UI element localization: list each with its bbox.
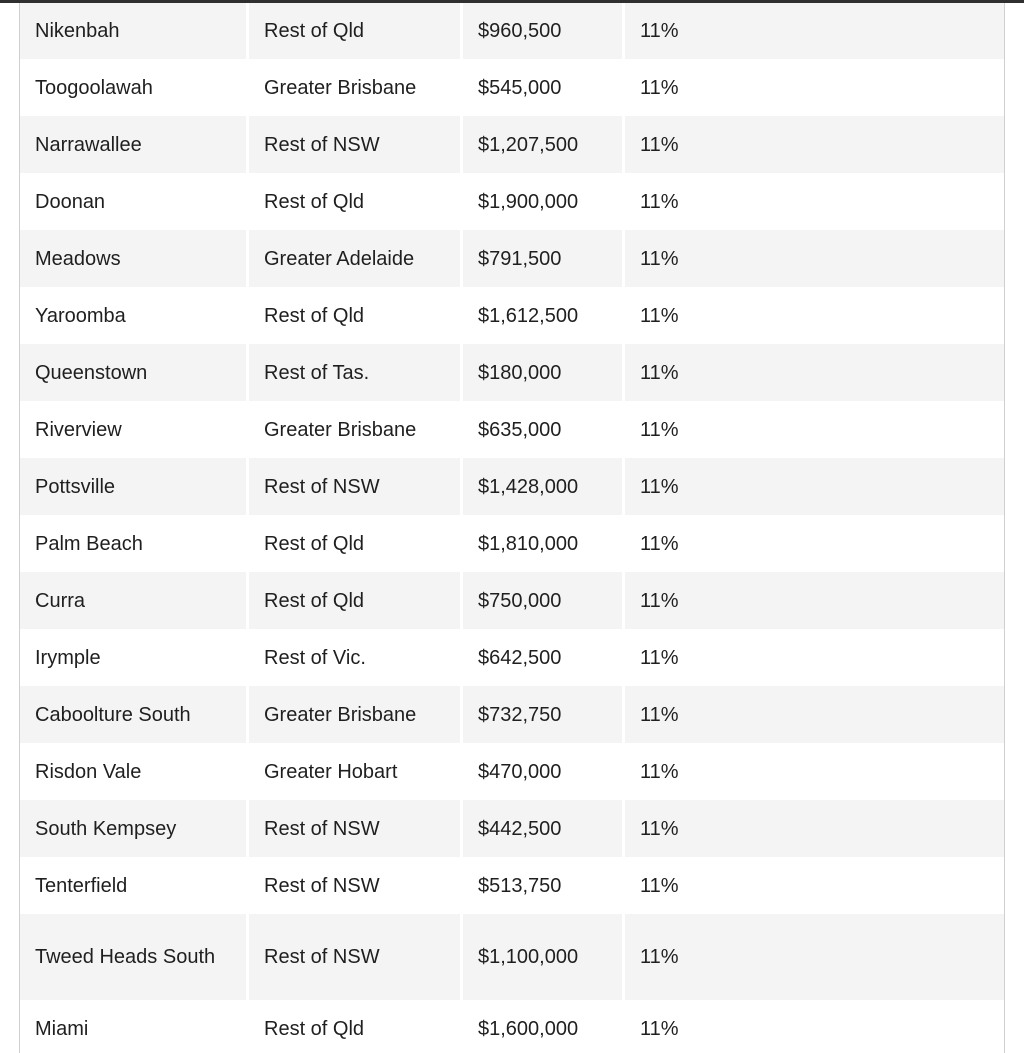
cell-suburb: Risdon Vale <box>20 743 246 800</box>
cell-change: 11% <box>625 458 1004 515</box>
cell-suburb: Toogoolawah <box>20 59 246 116</box>
cell-region: Rest of Qld <box>249 3 460 59</box>
cell-region: Greater Hobart <box>249 743 460 800</box>
cell-change: 11% <box>625 287 1004 344</box>
table-row <box>20 629 1004 686</box>
table-row <box>20 230 1004 287</box>
cell-change: 11% <box>625 629 1004 686</box>
cell-suburb: Curra <box>20 572 246 629</box>
cell-price: $960,500 <box>463 3 622 59</box>
table-container <box>19 3 1005 1053</box>
cell-change: 11% <box>625 401 1004 458</box>
cell-region: Rest of NSW <box>249 458 460 515</box>
cell-suburb: Queenstown <box>20 344 246 401</box>
cell-change: 11% <box>625 914 1004 1000</box>
cell-region: Rest of Vic. <box>249 629 460 686</box>
cell-change: 11% <box>625 572 1004 629</box>
cell-region: Rest of NSW <box>249 800 460 857</box>
table-row <box>20 743 1004 800</box>
cell-region: Rest of NSW <box>249 857 460 914</box>
cell-suburb: Riverview <box>20 401 246 458</box>
cell-change: 11% <box>625 59 1004 116</box>
cell-suburb: Miami <box>20 1000 246 1053</box>
cell-price: $1,612,500 <box>463 287 622 344</box>
cell-change: 11% <box>625 857 1004 914</box>
table-row <box>20 857 1004 914</box>
cell-region: Rest of Qld <box>249 572 460 629</box>
table-row <box>20 59 1004 116</box>
cell-region: Rest of NSW <box>249 914 460 1000</box>
table-row <box>20 287 1004 344</box>
cell-change: 11% <box>625 344 1004 401</box>
cell-price: $732,750 <box>463 686 622 743</box>
cell-price: $1,810,000 <box>463 515 622 572</box>
cell-suburb: Pottsville <box>20 458 246 515</box>
cell-change: 11% <box>625 230 1004 287</box>
cell-change: 11% <box>625 800 1004 857</box>
cell-suburb: Meadows <box>20 230 246 287</box>
cell-suburb: Caboolture South <box>20 686 246 743</box>
table-row <box>20 3 1004 59</box>
cell-region: Greater Brisbane <box>249 686 460 743</box>
table-row <box>20 116 1004 173</box>
cell-suburb: Palm Beach <box>20 515 246 572</box>
table-row <box>20 572 1004 629</box>
table-row <box>20 344 1004 401</box>
cell-price: $180,000 <box>463 344 622 401</box>
cell-region: Rest of Qld <box>249 173 460 230</box>
cell-region: Greater Brisbane <box>249 59 460 116</box>
cell-change: 11% <box>625 173 1004 230</box>
cell-change: 11% <box>625 1000 1004 1053</box>
cell-region: Greater Brisbane <box>249 401 460 458</box>
cell-region: Rest of Qld <box>249 287 460 344</box>
cell-price: $513,750 <box>463 857 622 914</box>
cell-price: $1,428,000 <box>463 458 622 515</box>
cell-price: $1,207,500 <box>463 116 622 173</box>
cell-region: Greater Adelaide <box>249 230 460 287</box>
cell-price: $545,000 <box>463 59 622 116</box>
cell-suburb: Doonan <box>20 173 246 230</box>
cell-region: Rest of Qld <box>249 1000 460 1053</box>
cell-suburb: Yaroomba <box>20 287 246 344</box>
suburb-price-table <box>19 3 1005 1053</box>
cell-region: Rest of Tas. <box>249 344 460 401</box>
cell-price: $1,900,000 <box>463 173 622 230</box>
cell-change: 11% <box>625 116 1004 173</box>
table-row <box>20 800 1004 857</box>
table-row <box>20 515 1004 572</box>
table-row <box>20 458 1004 515</box>
cell-change: 11% <box>625 515 1004 572</box>
cell-suburb: Tenterfield <box>20 857 246 914</box>
table-row <box>20 914 1004 1000</box>
cell-suburb: Tweed Heads South <box>20 914 246 1000</box>
cell-price: $635,000 <box>463 401 622 458</box>
cell-price: $1,600,000 <box>463 1000 622 1053</box>
cell-price: $470,000 <box>463 743 622 800</box>
cell-region: Rest of Qld <box>249 515 460 572</box>
cell-price: $791,500 <box>463 230 622 287</box>
cell-change: 11% <box>625 686 1004 743</box>
cell-change: 11% <box>625 743 1004 800</box>
cell-price: $750,000 <box>463 572 622 629</box>
table-row <box>20 173 1004 230</box>
cell-suburb: Narrawallee <box>20 116 246 173</box>
cell-suburb: Nikenbah <box>20 3 246 59</box>
cell-suburb: South Kempsey <box>20 800 246 857</box>
cell-suburb: Irymple <box>20 629 246 686</box>
cell-change: 11% <box>625 3 1004 59</box>
table-row <box>20 401 1004 458</box>
cell-region: Rest of NSW <box>249 116 460 173</box>
table-row <box>20 686 1004 743</box>
cell-price: $1,100,000 <box>463 914 622 1000</box>
cell-price: $642,500 <box>463 629 622 686</box>
cell-price: $442,500 <box>463 800 622 857</box>
table-row <box>20 1000 1004 1053</box>
